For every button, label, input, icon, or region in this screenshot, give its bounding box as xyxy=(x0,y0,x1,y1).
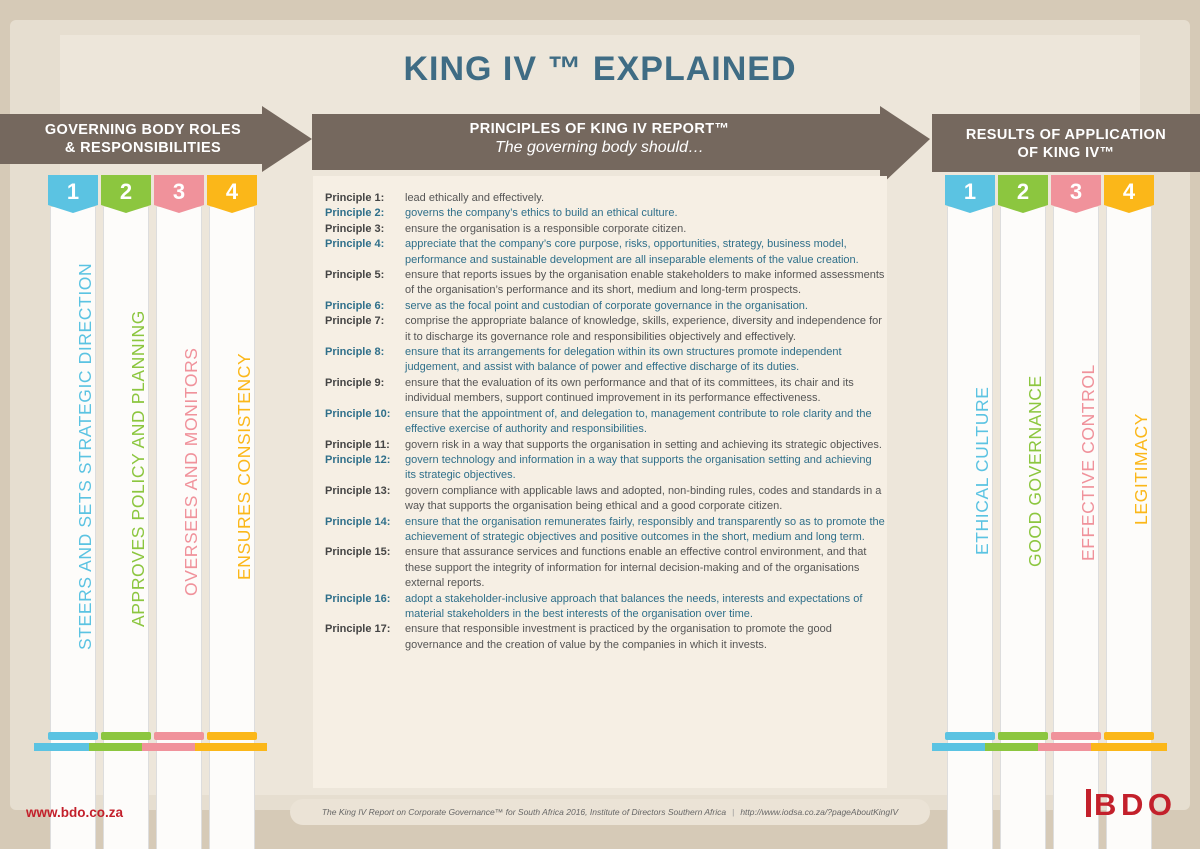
left-banner-line2: & RESPONSIBILITIES xyxy=(64,140,222,156)
column-number-tag xyxy=(101,175,151,213)
principle-row xyxy=(325,484,885,515)
column-foot xyxy=(945,732,995,740)
left-base-pink xyxy=(142,743,195,751)
principle-row xyxy=(325,222,885,237)
principles-list xyxy=(325,191,885,653)
website-link[interactable]: www.bdo.co.za xyxy=(26,805,124,820)
principle-text: ensure that the evaluation of its own performance and that of its committees, its chair and its individual members, support continued improvement in its performance effectiveness. xyxy=(405,376,854,405)
principle-label: Principle 4: xyxy=(325,238,385,251)
principle-label: Principle 10: xyxy=(325,407,391,420)
column-label: ENSURES CONSISTENCY xyxy=(234,352,254,580)
column-number: 1 xyxy=(963,179,977,204)
column-number-tag xyxy=(154,175,204,213)
principle-row xyxy=(325,453,885,484)
principle-row xyxy=(325,515,885,546)
right-banner xyxy=(932,106,1200,172)
column-foot xyxy=(998,732,1048,740)
source-citation xyxy=(290,799,930,825)
principle-label: Principle 16: xyxy=(325,592,391,605)
principle-label: Principle 9: xyxy=(325,376,385,389)
principle-row xyxy=(325,376,885,407)
column-number: 3 xyxy=(1069,179,1083,204)
principle-text: ensure that the appointment of, and delegation to, management contribute to role clarity and the effective exercise of authority and responsibilities. xyxy=(405,407,872,436)
source-url-link[interactable]: http://www.iodsa.co.za/?pageAboutKingIV xyxy=(740,807,899,817)
principle-text: serve as the focal point and custodian of corporate governance in the organisation. xyxy=(405,299,808,312)
center-banner-line1: PRINCIPLES OF KING IV REPORT™ xyxy=(469,121,730,137)
right-base-blue xyxy=(932,743,985,751)
principle-label: Principle 3: xyxy=(325,222,385,235)
principle-row xyxy=(325,545,885,591)
column-number: 2 xyxy=(119,179,133,204)
principle-text: lead ethically and effectively. xyxy=(405,192,545,204)
principle-label: Principle 17: xyxy=(325,623,391,636)
column-number-tag xyxy=(1051,175,1101,213)
principle-label: Principle 12: xyxy=(325,453,391,466)
principle-text: ensure that assurance services and functions enable an effective control environment, and that these support the integrity of information for internal decision-making and of the organisations external reports. xyxy=(405,546,867,590)
principle-row xyxy=(325,206,885,221)
principle-text: ensure that responsible investment is practiced by the organisation to promote the good governance and the creation of value by the companies in which it invests. xyxy=(405,623,832,651)
principle-label: Principle 5: xyxy=(325,269,385,282)
column-label: EFFECTIVE CONTROL xyxy=(1078,364,1098,561)
left-base-green xyxy=(89,743,142,751)
source-text: The King IV Report on Corporate Governance™ for South Africa 2016, Institute of Directors Southern Africa xyxy=(321,807,727,817)
principle-text: comprise the appropriate balance of knowledge, skills, experience, diversity and independence for it to discharge its governance role and responsibilities objectively and effectively. xyxy=(405,315,882,343)
principle-row xyxy=(325,268,885,299)
column-number: 3 xyxy=(172,179,186,204)
principle-row xyxy=(325,407,885,438)
column-foot xyxy=(154,732,204,740)
principle-label: Principle 15: xyxy=(325,546,391,559)
principle-label: Principle 14: xyxy=(325,515,391,528)
principle-label: Principle 2: xyxy=(325,207,385,220)
principle-label: Principle 7: xyxy=(325,315,385,328)
column-foot xyxy=(1051,732,1101,740)
principle-text: adopt a stakeholder-inclusive approach that balances the needs, interests and expectations of material stakeholders in the best interests of the organisation over time. xyxy=(405,592,863,620)
principle-label: Principle 13: xyxy=(325,484,391,497)
principle-text: ensure that its arrangements for delegation within its own structures promote independent judgement, and assist with balance of power and effective discharge of its duties. xyxy=(405,346,842,374)
principle-label: Principle 6: xyxy=(325,299,385,312)
right-base-orange xyxy=(1091,743,1167,751)
column-label: ETHICAL CULTURE xyxy=(972,386,992,555)
column-number-tag xyxy=(945,175,995,213)
principle-label: Principle 8: xyxy=(325,346,385,359)
principle-text: govern technology and information in a way that supports the organisation setting and achieving its strategic objectives. xyxy=(405,453,872,482)
principle-text: appreciate that the company’s core purpose, risks, opportunities, strategy, business model, performance and sustainable development are all inseparable elements of the value creation. xyxy=(405,238,859,266)
principle-label: Principle 1: xyxy=(325,192,385,204)
principle-text: govern risk in a way that supports the organisation in setting and achieving its strategic objectives. xyxy=(405,438,882,451)
column-foot xyxy=(207,732,257,740)
column-label: LEGITIMACY xyxy=(1131,413,1151,525)
principle-row xyxy=(325,237,885,268)
left-base-orange xyxy=(195,743,267,751)
page-title: KING IV ™ EXPLAINED xyxy=(403,50,797,88)
column-foot xyxy=(101,732,151,740)
principle-row xyxy=(325,314,885,345)
left-banner-line1: GOVERNING BODY ROLES xyxy=(44,122,242,138)
principle-row xyxy=(325,299,885,314)
right-base-green xyxy=(985,743,1038,751)
center-banner-line2: The governing body should… xyxy=(494,139,705,156)
source-separator: | xyxy=(732,807,735,817)
principles-panel xyxy=(313,176,887,788)
column-foot xyxy=(1104,732,1154,740)
logo-text: BDO xyxy=(1094,787,1172,820)
principle-label: Principle 11: xyxy=(325,438,390,451)
column-number: 4 xyxy=(225,179,239,204)
principle-row xyxy=(325,438,885,453)
column-label: GOOD GOVERNANCE xyxy=(1025,375,1045,567)
column-number: 4 xyxy=(1122,179,1136,204)
column-label: APPROVES POLICY AND PLANNING xyxy=(128,310,148,627)
column-number-tag xyxy=(1104,175,1154,213)
center-banner xyxy=(312,106,930,172)
column-bar xyxy=(1106,207,1152,849)
left-banner xyxy=(0,106,312,172)
principle-text: ensure that the organisation remunerates fairly, responsibly and transparently so as to promote the achievement of strategic objectives and positive outcomes in the short, medium and long term. xyxy=(405,515,885,543)
column-number: 1 xyxy=(66,179,80,204)
principle-row xyxy=(325,345,885,376)
principle-text: govern compliance with applicable laws and adopted, non-binding rules, codes and standards in a way that supports the organisation being ethical and a good corporate citizen. xyxy=(405,484,882,513)
principle-row xyxy=(325,622,885,653)
column-number-tag xyxy=(48,175,98,213)
right-banner-line2: OF KING IV™ xyxy=(1017,145,1115,161)
column-number: 2 xyxy=(1016,179,1030,204)
column-label: OVERSEES AND MONITORS xyxy=(181,347,201,596)
column-number-tag xyxy=(998,175,1048,213)
left-base-blue xyxy=(34,743,89,751)
principle-text: ensure the organisation is a responsible corporate citizen. xyxy=(405,222,687,235)
column-foot xyxy=(48,732,98,740)
right-base-pink xyxy=(1038,743,1091,751)
right-banner-line1: RESULTS OF APPLICATION xyxy=(965,127,1167,143)
principle-row xyxy=(325,592,885,623)
principle-text: governs the company’s ethics to build an ethical culture. xyxy=(405,207,678,220)
column-label: STEERS AND SETS STRATEGIC DIRECTION xyxy=(75,262,95,650)
bdo-logo[interactable] xyxy=(1086,786,1174,820)
principle-row xyxy=(325,191,885,206)
principle-text: ensure that reports issues by the organisation enable stakeholders to make informed assessments of the organisation’s performance and its short, medium and long-term prospects. xyxy=(405,269,885,297)
column-number-tag xyxy=(207,175,257,213)
